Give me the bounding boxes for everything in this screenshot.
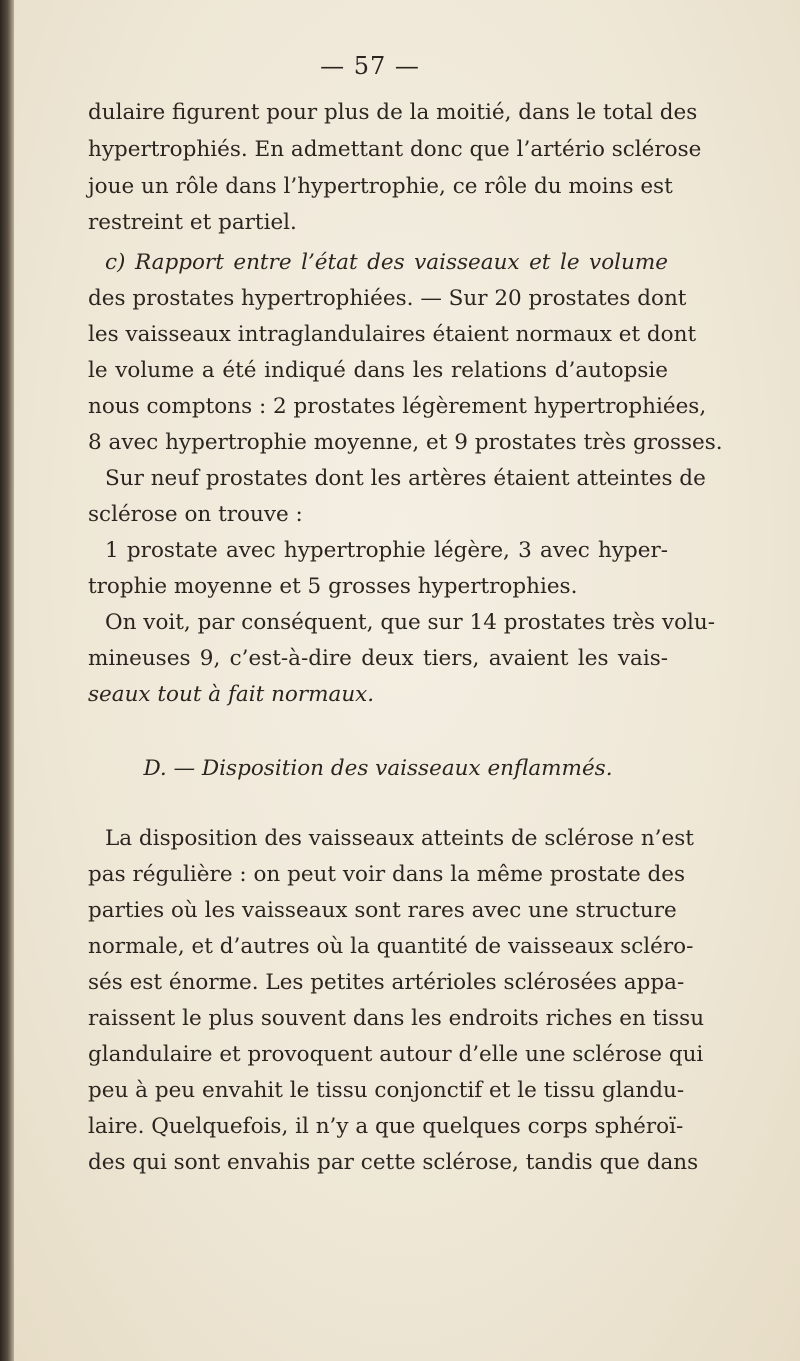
text-line: hypertrophiés. En admettant donc que l’artério sclérose xyxy=(88,137,702,162)
text-line: le volume a été indiqué dans les relations d’autopsie xyxy=(88,358,668,383)
text-line: peu à peu envahit le tissu conjonctif et le tissu glandu- xyxy=(88,1078,685,1103)
text-line: Sur neuf prostates dont les artères étaient atteintes de xyxy=(105,466,706,491)
text-line: raissent le plus souvent dans les endroits riches en tissu xyxy=(88,1006,705,1031)
section-c-heading-line: c) Rapport entre l’état des vaisseaux et le volume xyxy=(105,250,668,275)
text-line: 8 avec hypertrophie moyenne, et 9 prostates très grosses. xyxy=(88,430,723,455)
text-line: nous comptons : 2 prostates légèrement hypertrophiées, xyxy=(88,394,707,419)
text-line: 1 prostate avec hypertrophie légère, 3 avec hyper- xyxy=(105,538,668,563)
text-line: mineuses 9, c’est-à-dire deux tiers, avaient les vais- xyxy=(88,646,668,671)
text-line: pas régulière : on peut voir dans la même prostate des xyxy=(88,862,686,887)
text-line: glandulaire et provoquent autour d’elle une sclérose qui xyxy=(88,1042,704,1067)
page-number: — 57 — xyxy=(320,52,420,80)
text-line: trophie moyenne et 5 grosses hypertrophies. xyxy=(88,574,578,599)
text-line: parties où les vaisseaux sont rares avec une structure xyxy=(88,898,677,923)
text-line: La disposition des vaisseaux atteints de sclérose n’est xyxy=(105,826,694,851)
text-line: les vaisseaux intraglandulaires étaient normaux et dont xyxy=(88,322,697,347)
text-line: laire. Quelquefois, il n’y a que quelques corps sphéroï- xyxy=(88,1114,684,1139)
text-line: On voit, par conséquent, que sur 14 prostates très volu- xyxy=(105,610,715,635)
section-d-heading: D. — Disposition des vaisseaux enflammés. xyxy=(143,756,613,781)
text-line: normale, et d’autres où la quantité de vaisseaux scléro- xyxy=(88,934,694,959)
text-line: joue un rôle dans l’hypertrophie, ce rôle du moins est xyxy=(88,174,673,199)
page-binding-edge xyxy=(0,0,14,1361)
text-line: sclérose on trouve : xyxy=(88,502,303,527)
text-line: seaux tout à fait normaux. xyxy=(88,682,375,707)
text-line: des qui sont envahis par cette sclérose, tandis que dans xyxy=(88,1150,699,1175)
text-line: restreint et partiel. xyxy=(88,210,297,235)
text-line: des prostates hypertrophiées. — Sur 20 prostates dont xyxy=(88,286,687,311)
text-line: dulaire figurent pour plus de la moitié, dans le total des xyxy=(88,100,698,125)
text-line: sés est énorme. Les petites artérioles sclérosées appa- xyxy=(88,970,685,995)
